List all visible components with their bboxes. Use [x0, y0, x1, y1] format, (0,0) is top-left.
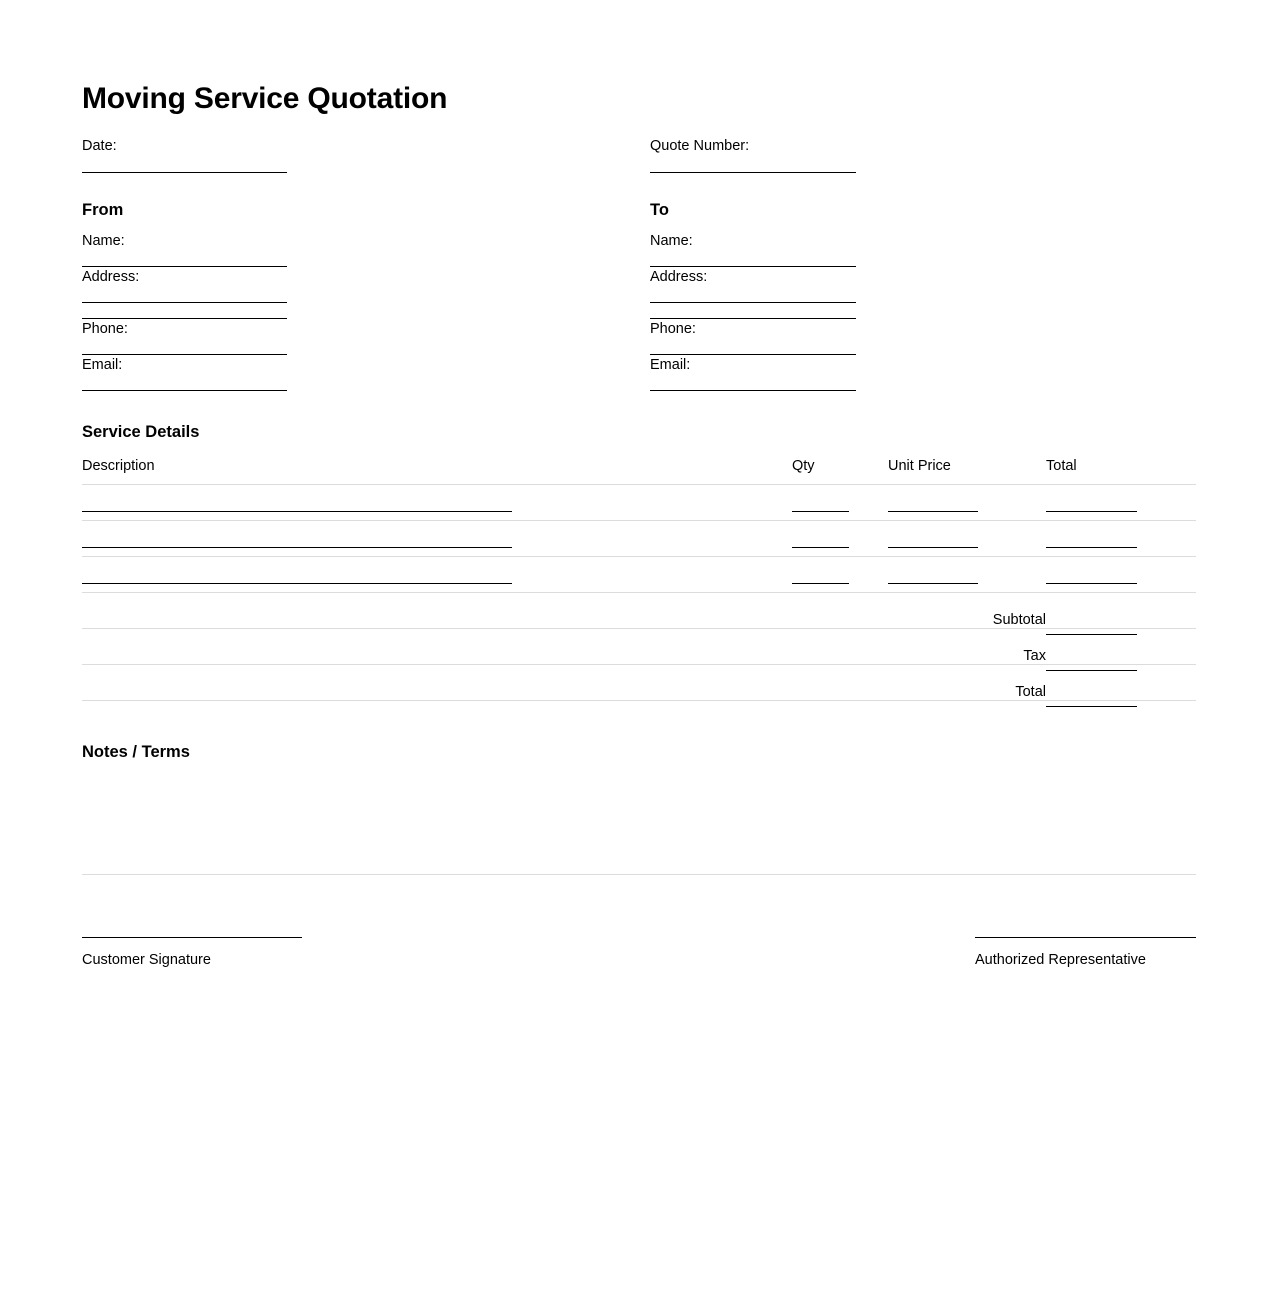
table-row	[82, 485, 1196, 521]
table-row	[82, 557, 1196, 593]
cell-total[interactable]	[1046, 521, 1196, 557]
grand-total-label: Total	[888, 665, 1046, 701]
description-input-line[interactable]	[82, 583, 512, 584]
to-name-label: Name:	[650, 233, 693, 250]
total-input-line[interactable]	[1046, 511, 1137, 512]
tax-spacer	[82, 629, 792, 665]
column-header-total: Total	[1046, 458, 1196, 485]
party-row	[82, 201, 1196, 391]
qty-input-line[interactable]	[792, 511, 849, 512]
subtotal-input-line[interactable]	[1046, 634, 1137, 635]
cell-unit-price[interactable]	[888, 485, 1046, 521]
to-block	[650, 201, 1196, 391]
subtotal-value-cell[interactable]	[1046, 593, 1196, 629]
notes-terms-heading: Notes / Terms	[82, 743, 190, 762]
quote-number-input-line[interactable]	[650, 172, 856, 173]
from-address-field	[82, 267, 650, 319]
notes-terms-input-area[interactable]	[82, 776, 1196, 875]
quote-number-field-group	[650, 136, 1196, 173]
to-heading: To	[650, 201, 669, 219]
tax-row	[82, 629, 1196, 665]
to-email-field	[650, 355, 1196, 391]
signature-row	[82, 937, 1196, 969]
tax-spacer-qty	[792, 629, 888, 665]
qty-input-line[interactable]	[792, 547, 849, 548]
cell-qty[interactable]	[792, 485, 888, 521]
from-heading: From	[82, 201, 124, 219]
to-name-field	[650, 231, 1196, 267]
cell-total[interactable]	[1046, 557, 1196, 593]
total-input-line[interactable]	[1046, 547, 1137, 548]
total-input-line[interactable]	[1046, 583, 1137, 584]
description-input-line[interactable]	[82, 511, 512, 512]
from-address-label: Address:	[82, 269, 140, 286]
from-phone-field	[82, 319, 650, 355]
to-address-field	[650, 267, 1196, 319]
cell-qty[interactable]	[792, 521, 888, 557]
from-name-field	[82, 231, 650, 267]
column-header-qty: Qty	[792, 458, 888, 485]
cell-description[interactable]	[82, 557, 792, 593]
from-name-label: Name:	[82, 233, 125, 250]
subtotal-spacer-qty	[792, 593, 888, 629]
to-email-label: Email:	[650, 357, 691, 374]
customer-signature-line[interactable]	[82, 937, 302, 938]
to-phone-field	[650, 319, 1196, 355]
date-input-line[interactable]	[82, 172, 287, 173]
grand-total-row	[82, 665, 1196, 701]
subtotal-spacer	[82, 593, 792, 629]
document-meta-row	[82, 136, 1196, 173]
customer-signature-caption: Customer Signature	[82, 952, 211, 969]
grand-total-spacer	[82, 665, 792, 701]
quote-number-label: Quote Number:	[650, 138, 750, 154]
unit-price-input-line[interactable]	[888, 547, 978, 548]
authorized-representative-caption: Authorized Representative	[975, 952, 1146, 969]
cell-unit-price[interactable]	[888, 521, 1046, 557]
document-sheet	[82, 0, 1196, 969]
table-header-row	[82, 458, 1196, 485]
service-details-table	[82, 458, 1196, 701]
tax-label: Tax	[888, 629, 1046, 665]
unit-price-input-line[interactable]	[888, 583, 978, 584]
from-phone-label: Phone:	[82, 321, 128, 338]
authorized-representative-signature-line[interactable]	[975, 937, 1196, 938]
from-email-field	[82, 355, 650, 391]
to-address-input-line-1[interactable]	[650, 302, 856, 303]
to-address-label: Address:	[650, 269, 708, 286]
cell-total[interactable]	[1046, 485, 1196, 521]
page-title: Moving Service Quotation	[82, 82, 448, 115]
tax-input-line[interactable]	[1046, 670, 1137, 671]
column-header-description: Description	[82, 458, 792, 485]
grand-total-input-line[interactable]	[1046, 706, 1137, 707]
qty-input-line[interactable]	[792, 583, 849, 584]
to-phone-label: Phone:	[650, 321, 696, 338]
description-input-line[interactable]	[82, 547, 512, 548]
cell-description[interactable]	[82, 485, 792, 521]
customer-signature-block	[82, 937, 342, 969]
grand-total-spacer-qty	[792, 665, 888, 701]
column-header-unit-price: Unit Price	[888, 458, 1046, 485]
from-email-label: Email:	[82, 357, 123, 374]
cell-qty[interactable]	[792, 557, 888, 593]
subtotal-row	[82, 593, 1196, 629]
authorized-representative-block	[975, 937, 1196, 969]
to-email-input-line[interactable]	[650, 390, 856, 391]
unit-price-input-line[interactable]	[888, 511, 978, 512]
table-row	[82, 521, 1196, 557]
service-details-heading: Service Details	[82, 423, 200, 442]
date-label: Date:	[82, 138, 117, 154]
subtotal-label: Subtotal	[888, 593, 1046, 629]
from-block	[82, 201, 650, 391]
cell-unit-price[interactable]	[888, 557, 1046, 593]
from-email-input-line[interactable]	[82, 390, 287, 391]
from-address-input-line-1[interactable]	[82, 302, 287, 303]
cell-description[interactable]	[82, 521, 792, 557]
date-field-group	[82, 136, 650, 173]
